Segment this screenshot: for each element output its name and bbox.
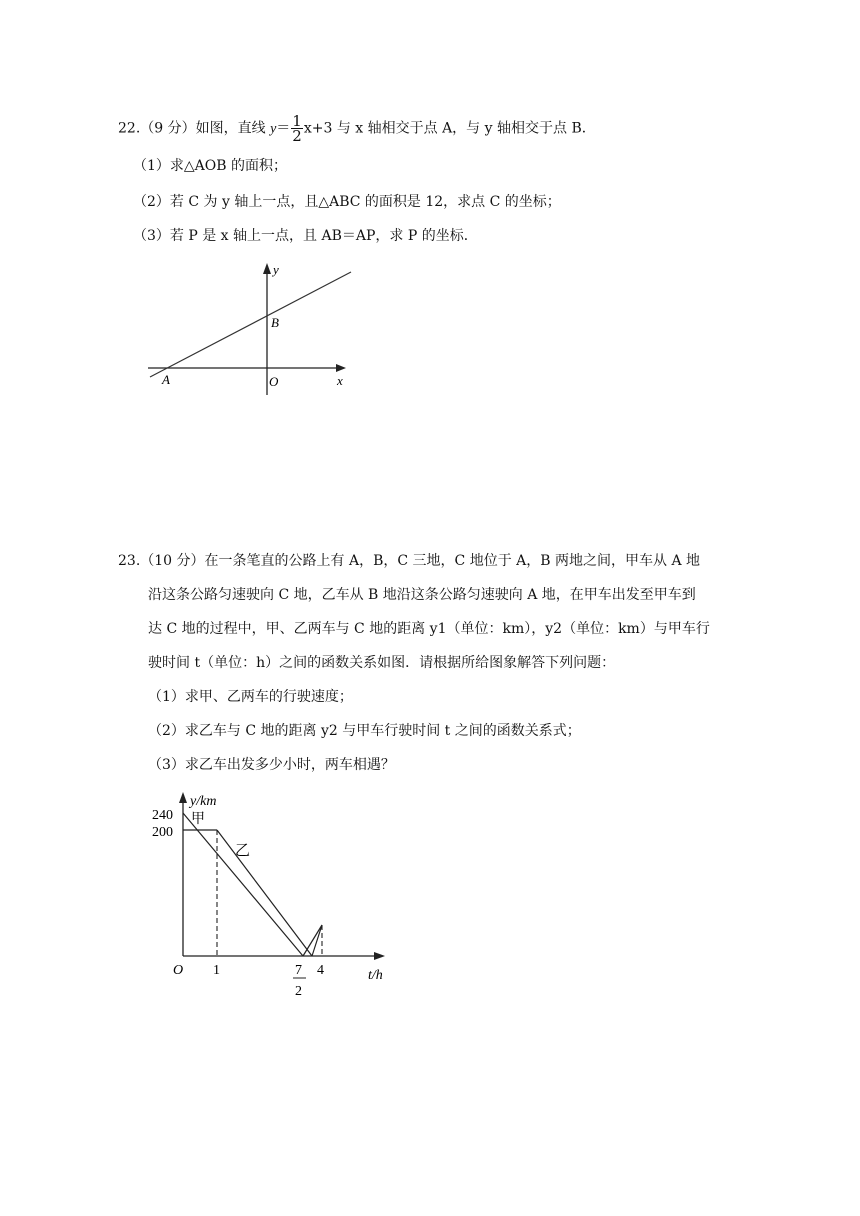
q23-label-O: O (173, 963, 184, 978)
q22-y-arrow (263, 263, 271, 274)
q23-jia-line-up (303, 925, 322, 956)
q23-line4: 驶时间 t（单位：h）之间的函数关系如图．请根据所给图象解答下列问题： (148, 655, 616, 671)
q23-label-jia: 甲 (191, 812, 205, 827)
q22-label-B: B (271, 315, 279, 330)
q23-tick-4: 4 (317, 963, 324, 978)
q22-eq-eq: ＝ (276, 120, 291, 137)
q22-label-y: y (273, 262, 279, 277)
q23-x-arrow (374, 952, 385, 960)
q22-part1: （1）求△AOB 的面积； (133, 158, 287, 174)
q22-stem (118, 114, 596, 143)
q23-line3: 达 C 地的过程中，甲、乙两车与 C 地的距离 y1（单位：km），y2（单位：km）与甲车行 (148, 621, 710, 637)
q22-label-O: O (269, 374, 279, 389)
q22-eq-y: y (270, 121, 277, 137)
q22-intro: 如图，直线 (195, 120, 271, 137)
q23-tick-2: 2 (295, 984, 302, 999)
q23-xlabel: t/h (368, 968, 383, 983)
q22-label-x: x (337, 373, 343, 388)
q23-yi-line-up (312, 925, 322, 956)
q23-tick-7: 7 (295, 963, 302, 978)
q22-line (150, 272, 351, 377)
q23-label-yi: 乙 (235, 843, 251, 859)
q23-jia-line (183, 813, 303, 956)
q23-tick-240: 240 (152, 808, 173, 823)
q22-part2: （2）若 C 为 y 轴上一点，且△ABC 的面积是 12，求点 C 的坐标； (133, 194, 561, 210)
q22-part3: （3）若 P 是 x 轴上一点，且 AB＝AP，求 P 的坐标． (133, 228, 478, 244)
q22-label-A: A (162, 372, 170, 387)
q22-figure (140, 255, 370, 400)
q23-part2: （2）求乙车与 C 地的距离 y2 与甲车行驶时间 t 之间的函数关系式； (148, 723, 581, 739)
q23-part1: （1）求甲、乙两车的行驶速度； (148, 689, 353, 705)
q23-y-arrow (179, 792, 187, 803)
q23-tick-200: 200 (152, 825, 173, 840)
q23-figure (140, 785, 400, 1005)
q23-line2: 沿这条公路匀速驶向 C 地，乙车从 B 地沿这条公路匀速驶向 A 地，在甲车出发至甲车到 (148, 587, 696, 603)
q23-yi-line-down (217, 830, 312, 956)
q22-x-arrow (336, 364, 346, 372)
q22-score: （9 分） (140, 120, 196, 137)
q23-part3: （3）求乙车出发多少小时，两车相遇？ (148, 757, 395, 773)
q22-number: 22. (118, 120, 141, 137)
q22-frac-den: 2 (292, 127, 302, 145)
q23-line1: 23.（10 分）在一条笔直的公路上有 A，B，C 三地，C 地位于 A，B 两地之间，甲车从 A 地 (118, 553, 701, 569)
q23-ylabel: y/km (190, 794, 217, 809)
q23-tick-1: 1 (213, 963, 220, 978)
q22-eq-rest: x+3 与 x 轴相交于点 A，与 y 轴相交于点 B． (303, 120, 596, 137)
q22-fraction (291, 114, 303, 143)
q22-frac-num: 1 (292, 112, 302, 130)
